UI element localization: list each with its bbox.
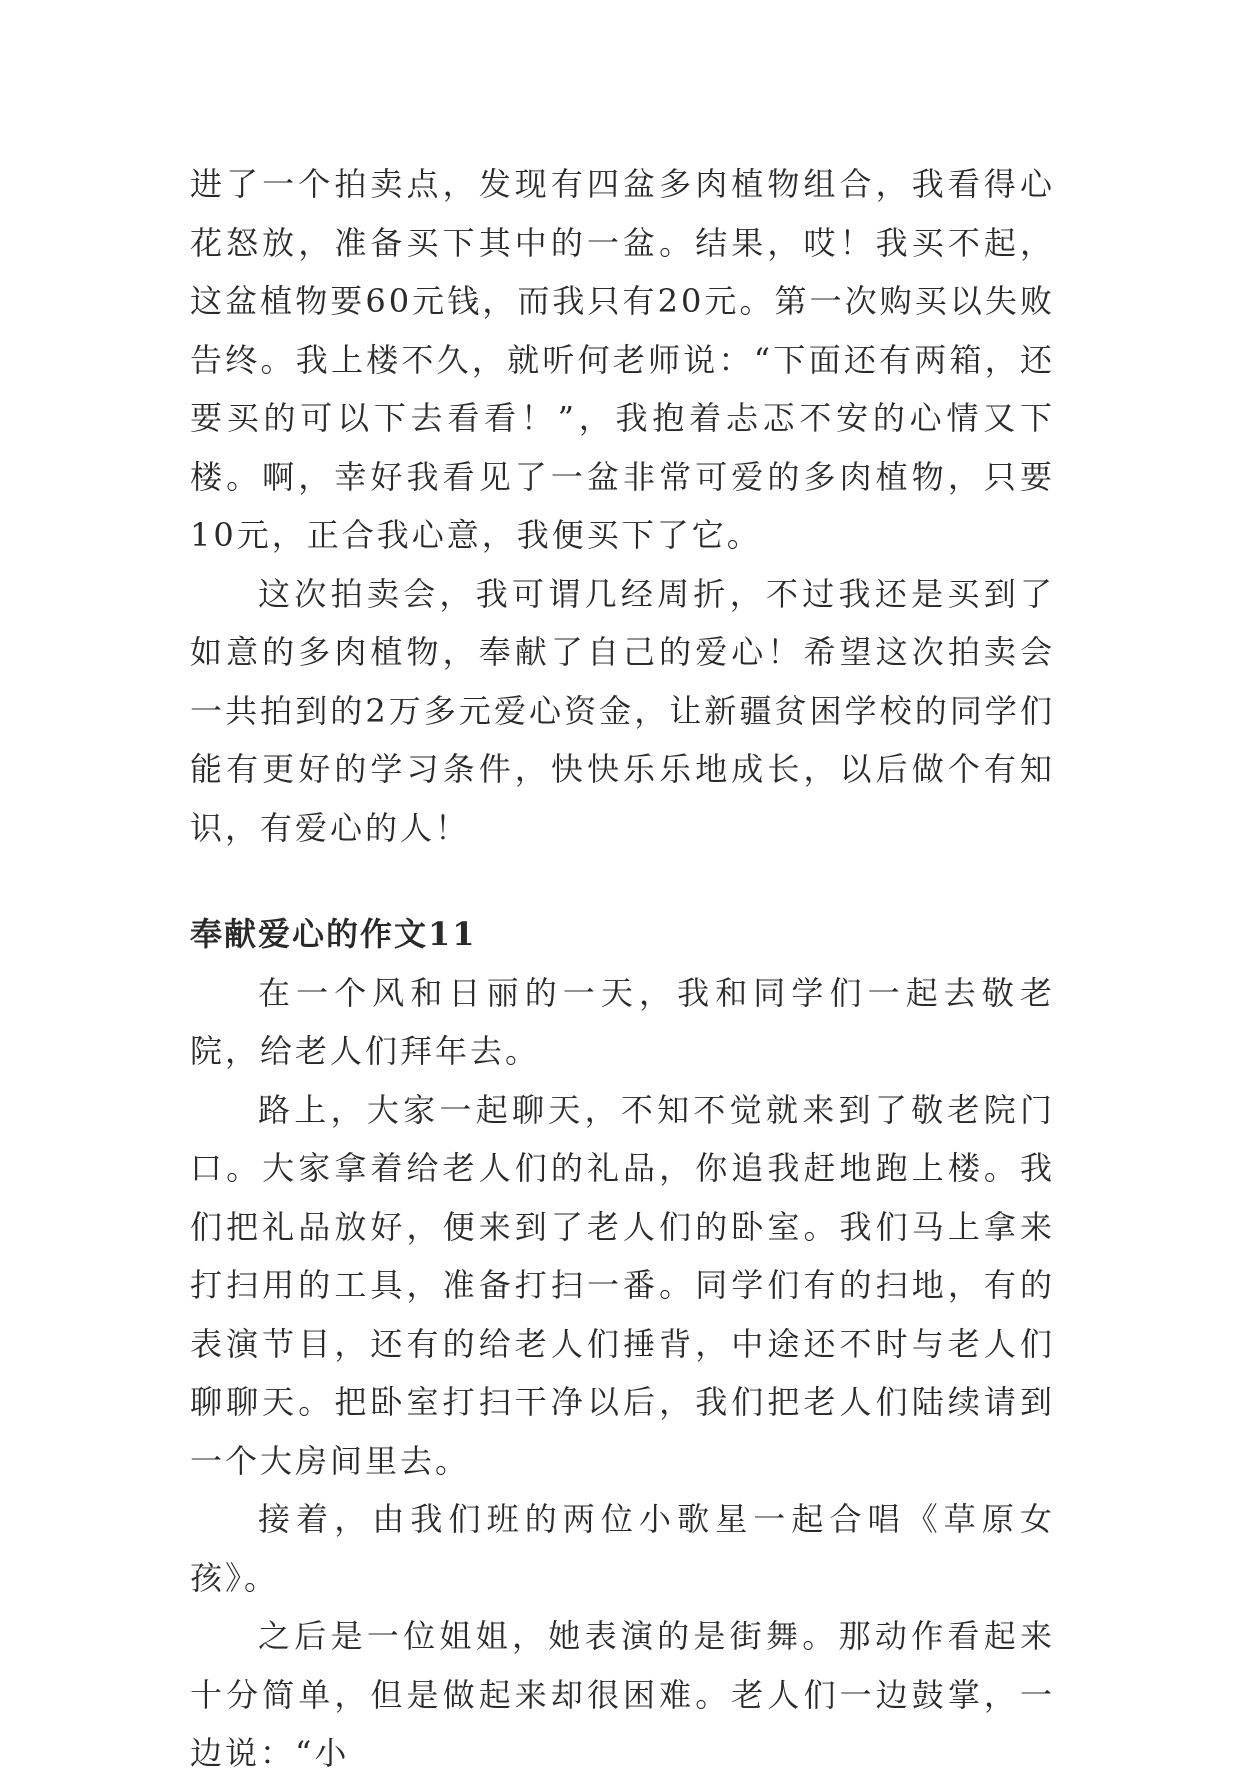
paragraph-intro: 在一个风和日丽的一天，我和同学们一起去敬老院，给老人们拜年去。 <box>190 973 1055 1070</box>
paragraph-dance: 之后是一位姐姐，她表演的是街舞。那动作看起来十分简单，但是做起来却很困难。老人们一边鼓掌，一边说：“小 <box>190 1617 1055 1772</box>
paragraph-nursing-home-visit: 路上，大家一起聊天，不知不觉就来到了敬老院门口。大家拿着给老人们的礼品，你追我赶地跑上楼。我们把礼品放好，便来到了老人们的卧室。我们马上拿来打扫用的工具，准备打扫一番。同学们有的扫地，有的表演节目，还有的给老人们捶背，中途还不时与老人们聊聊天。把卧室打扫干净以后，我们把老人们陆续请到一个大房间里去。 <box>190 1090 1055 1480</box>
paragraph-auction-purchase: 进了一个拍卖点，发现有四盆多肉植物组合，我看得心花怒放，准备买下其中的一盆。结果，哎！我买不起，这盆植物要60元钱，而我只有20元。第一次购买以失败告终。我上楼不久，就听何老师说：“下面还有两箱，还要买的可以下去看看！”，我抱着忐忑不安的心情又下楼。啊，幸好我看见了一盆非常可爱的多肉植物，只要10元，正合我心意，我便买下了它。 <box>190 165 1055 554</box>
paragraph-auction-summary: 这次拍卖会，我可谓几经周折，不过我还是买到了如意的多肉植物，奉献了自己的爱心！希望这次拍卖会一共拍到的2万多元爱心资金，让新疆贫困学校的同学们能有更好的学习条件，快快乐乐地成长，以后做个有知识，有爱心的人！ <box>190 574 1055 847</box>
paragraph-song: 接着，由我们班的两位小歌星一起合唱《草原女孩》。 <box>190 1500 1055 1597</box>
document-body <box>190 155 1055 1783</box>
section-spacer <box>190 857 1055 905</box>
section-title: 奉献爱心的作文11 <box>190 915 477 953</box>
